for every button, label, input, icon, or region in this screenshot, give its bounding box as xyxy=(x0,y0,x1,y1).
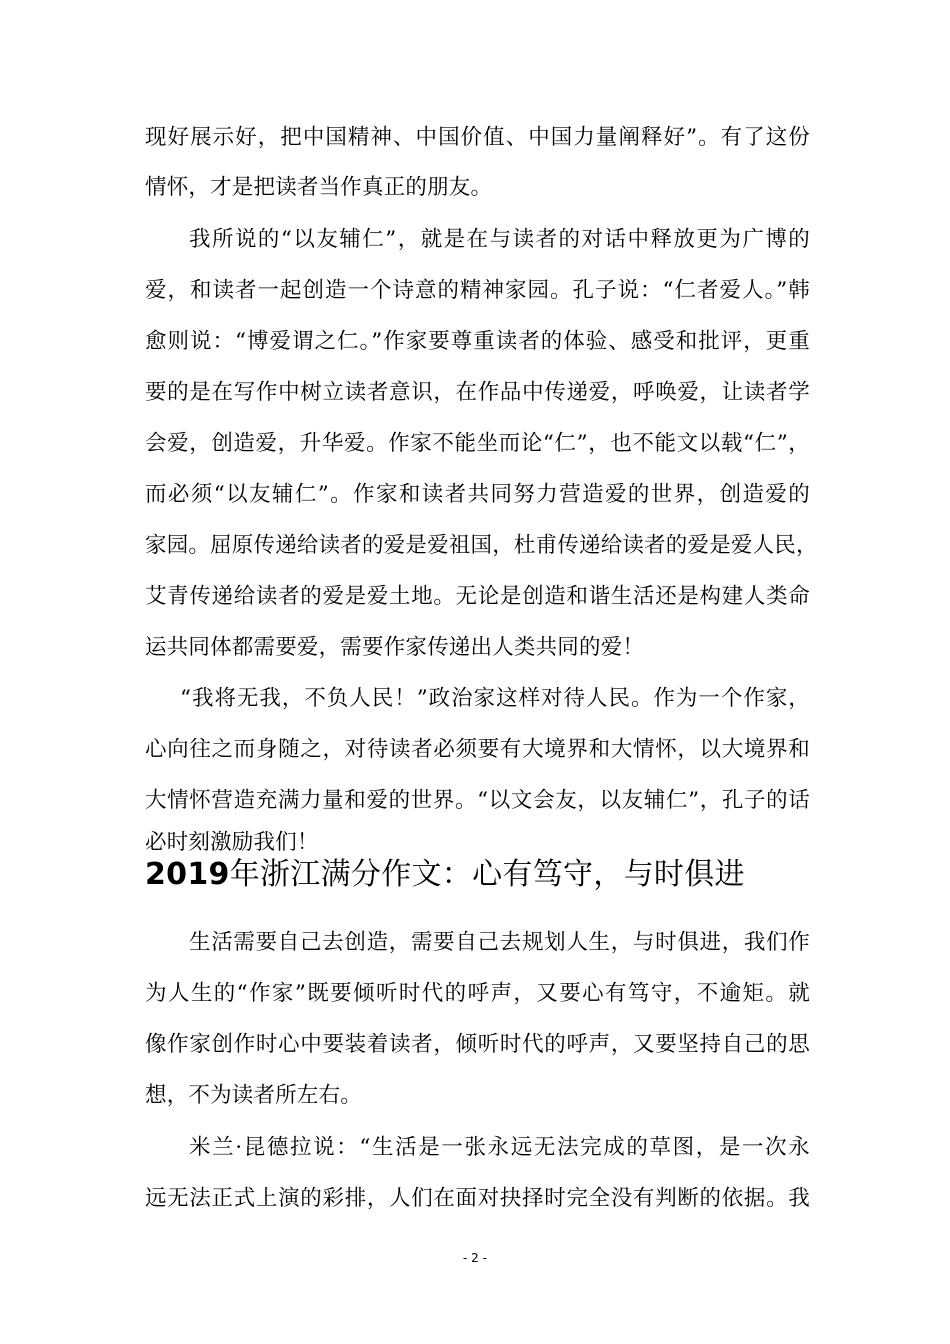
paragraph-line: 情怀，才是把读者当作真正的朋友。 xyxy=(145,175,493,200)
paragraph-line: 生活需要自己去创造，需要自己去规划人生，与时俱进，我们作 xyxy=(189,930,810,955)
paragraph-line: 我所说的“以友辅仁”，就是在与读者的对话中释放更为广博的 xyxy=(189,227,810,252)
paragraph-line: 心向往之而身随之，对待读者必须要有大境界和大情怀，以大境界和 xyxy=(145,737,810,762)
paragraph-line: 会爱，创造爱，升华爱。作家不能坐而论“仁”，也不能文以载“仁”， xyxy=(145,431,810,456)
paragraph-line: 愈则说：“博爱谓之仁。”作家要尊重读者的体验、感受和批评，更重 xyxy=(145,329,810,354)
paragraph-line: 必时刻激励我们！ xyxy=(145,830,319,855)
paragraph-line: 艾青传递给读者的爱是爱土地。无论是创造和谐生活还是构建人类命 xyxy=(145,584,810,609)
paragraph-line: 为人生的“作家”既要倾听时代的呼声，又要心有笃守，不逾矩。就 xyxy=(145,981,810,1006)
paragraph-line: “我将无我，不负人民！”政治家这样对待人民。作为一个作家， xyxy=(180,686,810,711)
paragraph-line: 现好展示好，把中国精神、中国价值、中国力量阐释好”。有了这份 xyxy=(145,125,810,150)
paragraph-line: 像作家创作时心中要装着读者，倾听时代的呼声，又要坚持自己的思 xyxy=(145,1032,810,1057)
page-number: - 2 - xyxy=(463,1251,487,1265)
paragraph-line: 家园。屈原传递给读者的爱是爱祖国，杜甫传递给读者的爱是爱人民， xyxy=(145,533,818,558)
paragraph-line: 运共同体都需要爱，需要作家传递出人类共同的爱！ xyxy=(145,635,645,660)
paragraph-line: 米兰·昆德拉说：“生活是一张永远无法完成的草图，是一次永 xyxy=(189,1135,810,1160)
heading-year: 2019 xyxy=(145,857,230,892)
paragraph-line: 想，不为读者所左右。 xyxy=(145,1083,363,1108)
section-heading xyxy=(145,855,810,895)
heading-title: 年浙江满分作文：心有笃守，与时俱进 xyxy=(229,857,745,892)
paragraph-line: 而必须“以友辅仁”。作家和读者共同努力营造爱的世界，创造爱的 xyxy=(145,482,810,507)
paragraph-line: 远无法正式上演的彩排，人们在面对抉择时完全没有判断的依据。我 xyxy=(145,1186,810,1211)
paragraph-line: 要的是在写作中树立读者意识，在作品中传递爱，呼唤爱，让读者学 xyxy=(145,380,810,405)
paragraph-line: 大情怀营造充满力量和爱的世界。“以文会友，以友辅仁”，孔子的话 xyxy=(145,788,810,813)
paragraph-line: 爱，和读者一起创造一个诗意的精神家园。孔子说：“仁者爱人。”韩 xyxy=(145,278,810,303)
